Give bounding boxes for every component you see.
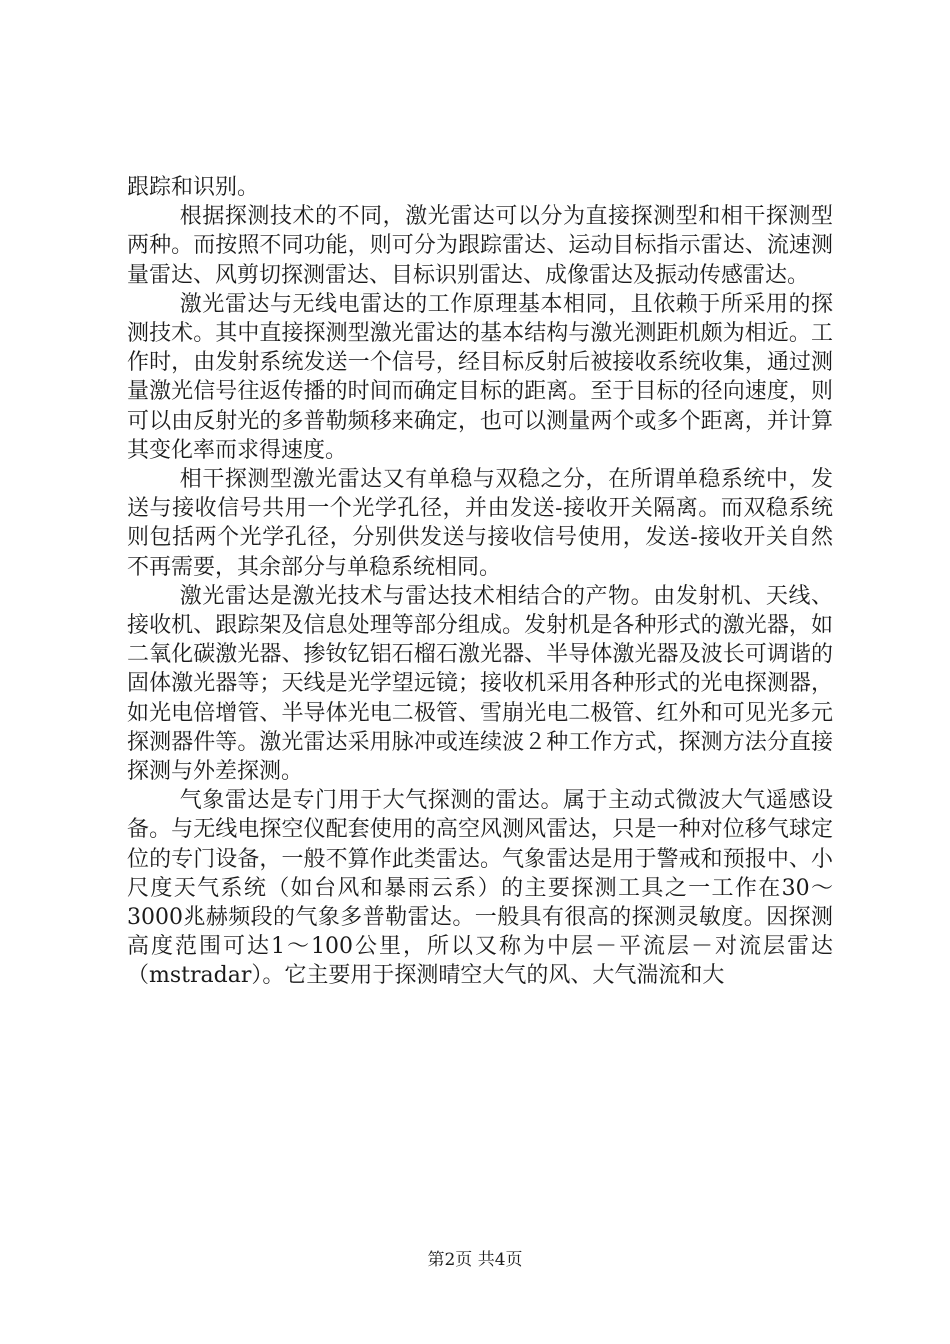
paragraph-coherent-lidar: 相干探测型激光雷达又有单稳与双稳之分，在所谓单稳系统中，发送与接收信号共用一个光学孔径，并由发送-接收开关隔离。而双稳系统则包括两个光学孔径，分别供发送与接收信号使用，发送-接收开关自然不再需要，其余部分与单稳系统相同。 xyxy=(127,467,833,580)
paragraph-lidar-types: 根据探测技术的不同，激光雷达可以分为直接探测型和相干探测型两种。而按照不同功能，则可分为跟踪雷达、运动目标指示雷达、流速测量雷达、风剪切探测雷达、目标识别雷达、成像雷达及振动传感雷达。 xyxy=(127,204,833,288)
page-footer: 第2页 共4页 xyxy=(427,1250,523,1270)
paragraph-continuation: 跟踪和识别。 xyxy=(127,175,260,200)
paragraph-lidar-components: 激光雷达是激光技术与雷达技术相结合的产物。由发射机、天线、接收机、跟踪架及信息处理等部分组成。发射机是各种形式的激光器，如二氧化碳激光器、掺钕钇铝石榴石激光器、半导体激光器及波长可调谐的固体激光器等；天线是光学望远镜；接收机采用各种形式的光电探测器，如光电倍增管、半导体光电二极管、雪崩光电二极管、红外和可见光多元探测器件等。激光雷达采用脉冲或连续波２种工作方式，探测方法分直接探测与外差探测。 xyxy=(127,583,833,785)
paragraph-weather-radar: 气象雷达是专门用于大气探测的雷达。属于主动式微波大气遥感设备。与无线电探空仪配套使用的高空风测风雷达，只是一种对位移气球定位的专门设备，一般不算作此类雷达。气象雷达是用于警戒和预报中、小尺度天气系统（如台风和暴雨云系）的主要探测工具之一工作在30～3000兆赫频段的气象多普勒雷达。一般具有很高的探测灵敏度。因探测高度范围可达1～100公里，所以又称为中层－平流层－对流层雷达（mstradar）。它主要用于探测晴空大气的风、大气湍流和大 xyxy=(127,788,833,989)
document-body xyxy=(127,173,833,991)
paragraph-lidar-principle: 激光雷达与无线电雷达的工作原理基本相同，且依赖于所采用的探测技术。其中直接探测型激光雷达的基本结构与激光测距机颇为相近。工作时，由发射系统发送一个信号，经目标反射后被接收系统收集，通过测量激光信号往返传播的时间而确定目标的距离。至于目标的径向速度，则可以由反射光的多普勒频移来确定，也可以测量两个或多个距离，并计算其变化率而求得速度。 xyxy=(127,291,833,463)
